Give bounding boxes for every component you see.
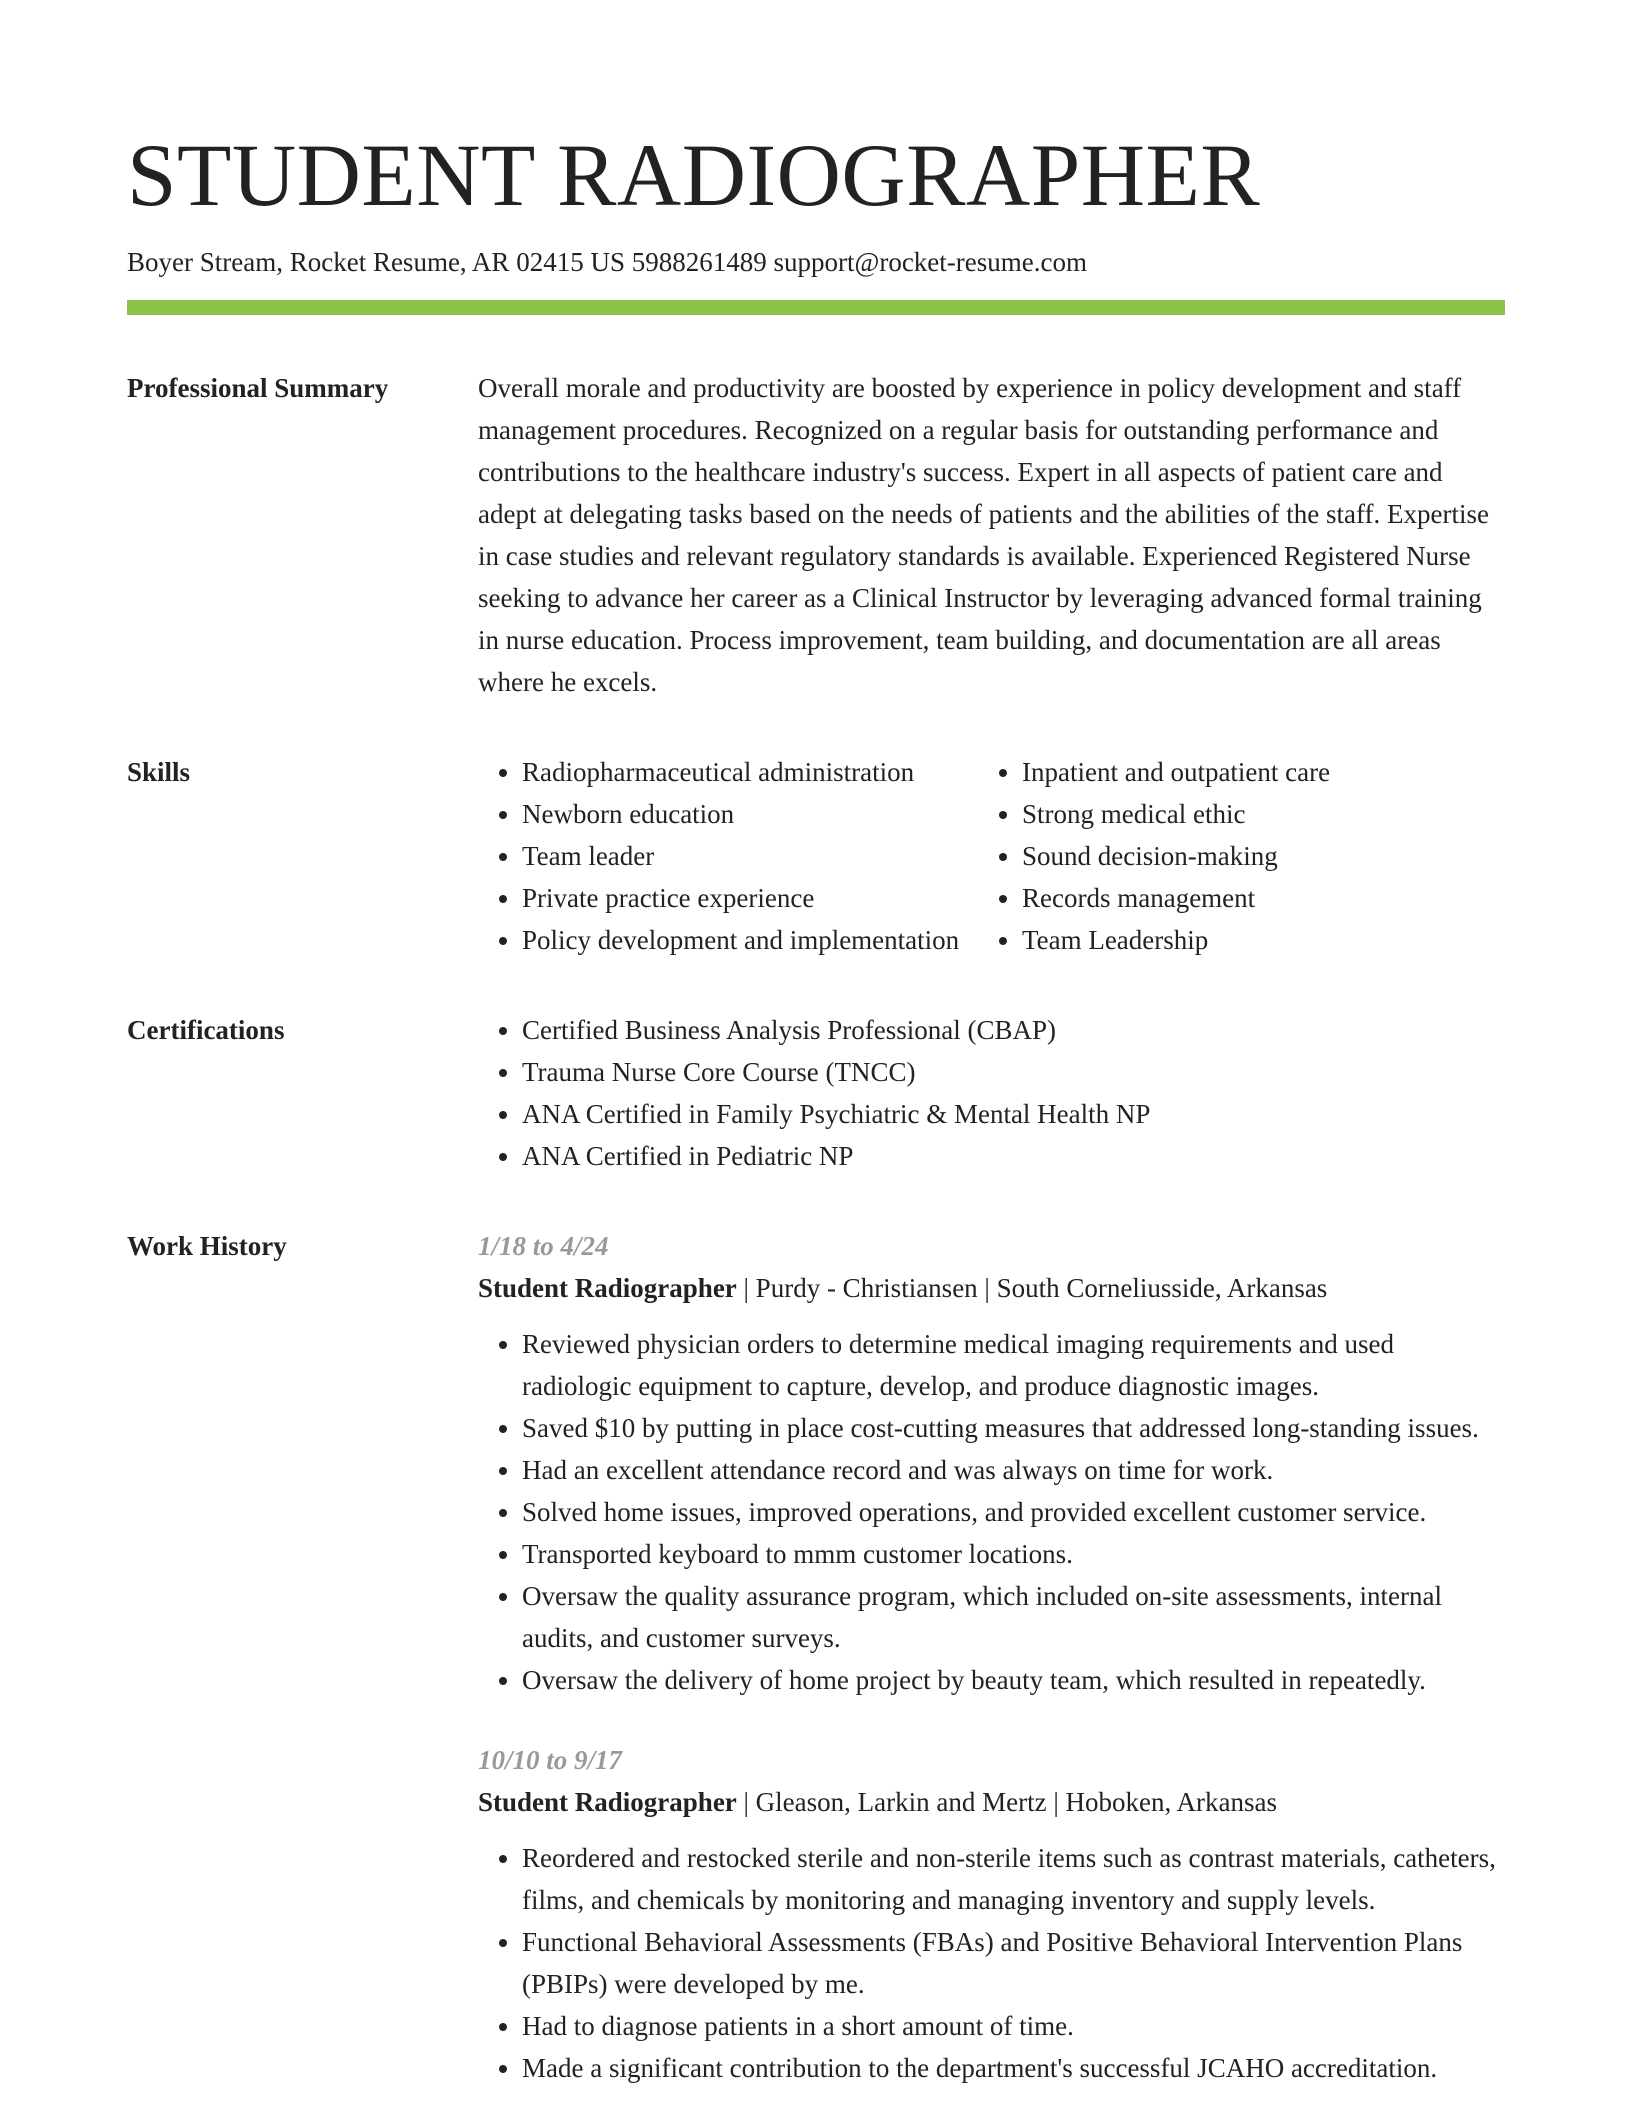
job-dates: 10/10 to 9/17 [478,1745,623,1776]
certifications-section [127,1009,1505,1177]
skills-grid [478,751,1505,961]
job-bullet: • Functional Behavioral Assessments (FBAs) and Positive Behavioral Intervention Plans (PBIPs) were developed by me. [522,1921,1505,2005]
job-bullet: • Oversaw the quality assurance program, which included on-site assessments, internal audits, and customer surveys. [522,1575,1505,1659]
job-title: Student Radiographer [478,1273,737,1304]
work-history-label: Work History [127,1231,287,1262]
skill-item: • Team leader [522,835,978,877]
certification-item: • Certified Business Analysis Professional (CBAP) [522,1009,1505,1051]
skill-item: • Radiopharmaceutical administration [522,751,978,793]
header-divider [127,300,1505,315]
job-bullet: • Reordered and restocked sterile and non-sterile items such as contrast materials, catheters, films, and chemicals by monitoring and managing inventory and supply levels. [522,1837,1505,1921]
work-history-section [127,1225,1505,2089]
job-bullet: • Solved home issues, improved operations, and provided excellent customer service. [522,1491,1505,1533]
job-bullet: • Had to diagnose patients in a short amount of time. [522,2005,1505,2047]
skill-item: • Inpatient and outpatient care [1022,751,1505,793]
skill-item: • Newborn education [522,793,978,835]
skill-item: • Strong medical ethic [1022,793,1505,835]
job-bullets [478,1323,1505,1701]
job-heading [478,1267,1505,1309]
job-details: | Gleason, Larkin and Mertz | Hoboken, Arkansas [736,1787,1277,1818]
summary-label: Professional Summary [127,373,389,404]
skills-label: Skills [127,757,191,788]
certification-item: • ANA Certified in Pediatric NP [522,1135,1505,1177]
job-heading [478,1781,1505,1823]
skill-item: • Sound decision-making [1022,835,1505,877]
job-entry [478,1225,1505,1701]
skill-item: • Team Leadership [1022,919,1505,961]
job-bullet: • Oversaw the delivery of home project by beauty team, which resulted in repeatedly. [522,1659,1505,1701]
job-bullets [478,1837,1505,2089]
job-dates: 1/18 to 4/24 [478,1231,609,1262]
skills-section [127,751,1505,961]
summary-text: Overall morale and productivity are boosted by experience in policy development and staff management procedures. Recognized on a regular basis for outstanding performance and contributions to the healthcare industry's success. Expert in all aspects of patient care and adept at delegating tasks based on the needs of patients and the abilities of the staff. Expertise in case studies and relevant regulatory standards is available. Experienced Registered Nurse seeking to advance her career as a Clinical Instructor by leveraging advanced formal training in nurse education. Process improvement, team building, and documentation are all areas where he excels. [478,373,1489,698]
skill-item: • Policy development and implementation [522,919,978,961]
certification-item: • ANA Certified in Family Psychiatric & Mental Health NP [522,1093,1505,1135]
certification-item: • Trauma Nurse Core Course (TNCC) [522,1051,1505,1093]
skill-item: • Private practice experience [522,877,978,919]
job-details: | Purdy - Christiansen | South Corneliusside, Arkansas [736,1273,1328,1304]
skills-list-left [478,751,978,961]
job-title: Student Radiographer [478,1787,737,1818]
contact-info: Boyer Stream, Rocket Resume, AR 02415 US 5988261489 support@rocket-resume.com [127,247,1087,277]
job-bullet: • Transported keyboard to mmm customer locations. [522,1533,1505,1575]
job-bullet: • Made a significant contribution to the department's successful JCAHO accreditation. [522,2047,1505,2089]
certifications-list [478,1009,1505,1177]
job-bullet: • Saved $10 by putting in place cost-cutting measures that addressed long-standing issues. [522,1407,1505,1449]
job-entry [478,1739,1505,2089]
certifications-label: Certifications [127,1015,285,1046]
skill-item: • Records management [1022,877,1505,919]
job-bullet: • Had an excellent attendance record and was always on time for work. [522,1449,1505,1491]
resume-name: STUDENT RADIOGRAPHER [127,127,1261,225]
skills-list-right [978,751,1505,961]
summary-section [127,367,1505,703]
job-bullet: • Reviewed physician orders to determine medical imaging requirements and used radiologic equipment to capture, develop, and produce diagnostic images. [522,1323,1505,1407]
